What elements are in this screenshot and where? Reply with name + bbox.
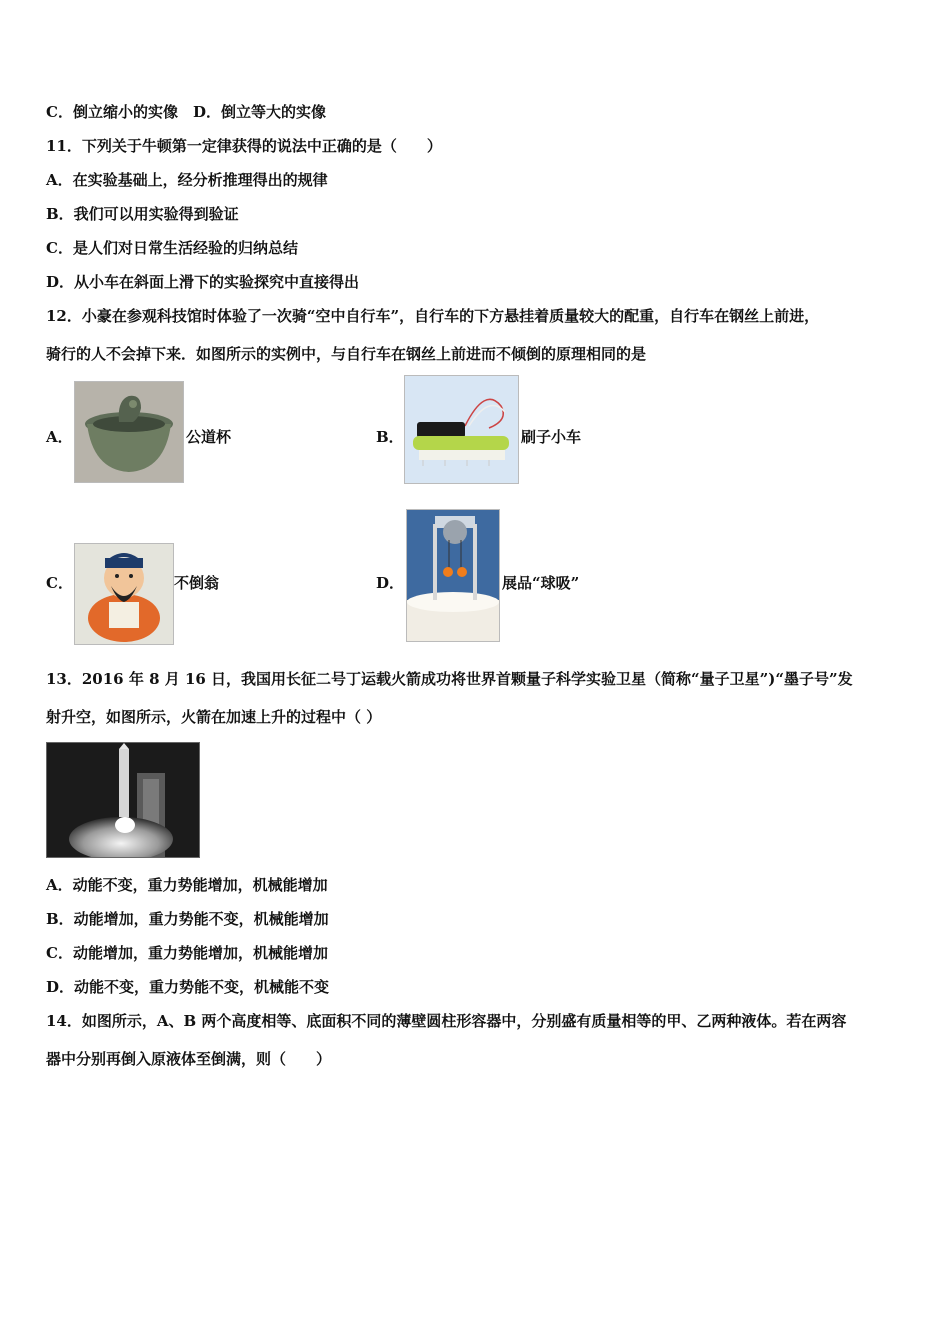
q14-stem-line2: 器中分别再倒入原液体至倒满，则（ ） bbox=[46, 1050, 332, 1068]
q12-option-d-caption: 展品“球吸” bbox=[502, 574, 580, 592]
q12-option-c-caption: 不倒翁 bbox=[174, 574, 220, 592]
q12-option-d-label: D． bbox=[376, 574, 405, 592]
q12-option-a-caption: 公道杯 bbox=[186, 428, 232, 446]
q13-stem-line1: 13．2016 年 8 月 16 日，我国用长征二号丁运载火箭成功将世界首颗量子科学实验卫星（简称“量子卫星”)“墨子号”发 bbox=[46, 670, 853, 688]
q13-option-a: A．动能不变，重力势能增加，机械能增加 bbox=[46, 876, 328, 894]
q11-option-b: B．我们可以用实验得到验证 bbox=[46, 205, 239, 223]
q13-stem-line2: 射升空，如图所示，火箭在加速上升的过程中（ ） bbox=[46, 708, 382, 726]
q12-option-b-label: B． bbox=[376, 428, 404, 446]
brush-car-image bbox=[404, 375, 519, 484]
q14-stem-line1: 14．如图所示，A、B 两个高度相等、底面积不同的薄壁圆柱形容器中，分别盛有质量相等的甲、乙两种液体。若在两容 bbox=[46, 1012, 847, 1030]
gongdao-cup-image bbox=[74, 381, 184, 483]
ball-suction-exhibit-image bbox=[406, 509, 500, 642]
q12-option-c-label: C． bbox=[46, 574, 73, 592]
q11-option-a: A．在实验基础上，经分析推理得出的规律 bbox=[46, 171, 328, 189]
q13-option-d: D．动能不变，重力势能不变，机械能不变 bbox=[46, 978, 330, 996]
q11-option-d: D．从小车在斜面上滑下的实验探究中直接得出 bbox=[46, 273, 360, 291]
rocket-launch-image bbox=[46, 742, 200, 858]
q13-option-c: C．动能增加，重力势能增加，机械能增加 bbox=[46, 944, 328, 962]
q12-stem-line1: 12．小豪在参观科技馆时体验了一次骑“空中自行车”，自行车的下方悬挂着质量较大的配重，自行车在钢丝上前进， bbox=[46, 307, 820, 325]
tumbler-doll-image bbox=[74, 543, 174, 645]
q11-option-c: C．是人们对日常生活经验的归纳总结 bbox=[46, 239, 298, 257]
q13-option-b: B．动能增加，重力势能不变，机械能增加 bbox=[46, 910, 329, 928]
q12-option-b-caption: 刷子小车 bbox=[521, 428, 582, 446]
q12-option-a-label: A． bbox=[46, 428, 73, 446]
q10-options-cd: C．倒立缩小的实像 D．倒立等大的实像 bbox=[46, 103, 326, 121]
q12-stem-line2: 骑行的人不会掉下来．如图所示的实例中，与自行车在钢丝上前进而不倾倒的原理相同的是 bbox=[46, 345, 647, 363]
q11-stem: 11．下列关于牛顿第一定律获得的说法中正确的是（ ） bbox=[46, 137, 442, 155]
